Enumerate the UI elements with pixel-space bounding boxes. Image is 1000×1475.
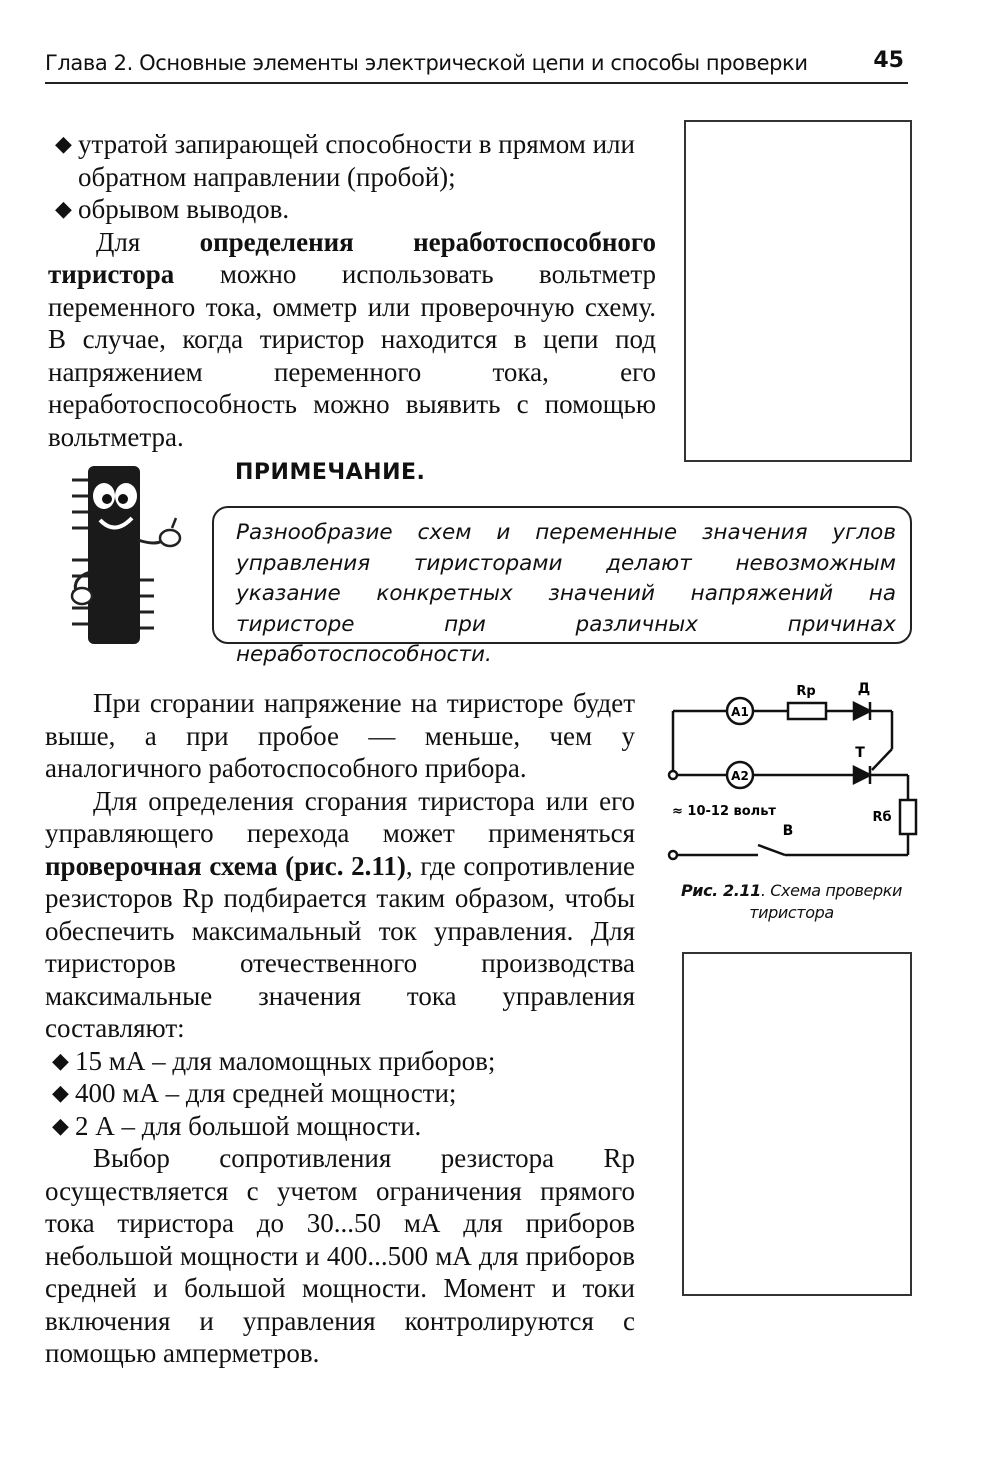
resistor-rb-label: Rб [872, 810, 892, 825]
note-text: Разнообразие схем и переменные значения углов управления тиристорами делают невозможным указание конкретных значений напряжений на тиристоре при различных причинах неработоспособности. [236, 520, 896, 667]
list-item: ◆ 400 мА – для средней мощности; [52, 1078, 457, 1108]
image-frame-top [684, 120, 912, 462]
note-box [212, 506, 912, 667]
bold-term: проверочная схема (рис. 2.11) [45, 850, 406, 881]
top-text-block [48, 128, 656, 453]
bold-term: определения неработоспособного тиристора [48, 226, 656, 289]
list-item: ◆ обрывом выводов. [55, 194, 290, 224]
chip-mascot-icon [60, 460, 190, 650]
switch-label: В [782, 823, 794, 839]
thyristor-label: Т [855, 745, 865, 761]
resistor-rb [900, 800, 916, 834]
resistor-rp [788, 703, 826, 719]
bullet-icon: ◆ [55, 131, 72, 156]
voltage-label: ≈ 10-12 вольт [672, 804, 776, 819]
list-item: ◆ утратой запирающей способности в прямом или обратном направлении (пробой); [55, 129, 635, 192]
image-frame-bottom [682, 952, 912, 1296]
list-item: ◆ 2 А – для большой мощности. [52, 1110, 422, 1141]
page-number: 45 [873, 48, 904, 73]
ammeter-a2-label: A2 [731, 769, 749, 783]
switch-v [758, 845, 785, 855]
paragraph: При сгорании напряжение на тиристоре будет выше, а при пробое — меньше, чем у аналогичного работоспособного прибора. [45, 688, 635, 783]
list-item: ◆ 15 мА – для маломощных приборов; [52, 1045, 496, 1076]
paragraph: Для определения сгорания тиристора или его управляющего перехода может применяться проверочная схема (рис. 2.11), где сопротивление резисторов Rp подбирается таким образом, чтобы обеспечить максимальный ток управления. Для тиристоров отечественного производства максимальные значения тока управления составляют: [45, 785, 635, 1043]
current-list [45, 1045, 635, 1143]
bullet-icon: ◆ [52, 1080, 69, 1105]
resistor-rp-label: Rp [796, 684, 816, 699]
thyristor-t [854, 767, 870, 783]
paragraph: Выбор сопротивления резистора Rp осуществляется с учетом ограничения прямого тока тиристора до 30...50 мА для приборов небольшой мощности и 400...500 мА для приборов средней и большой мощности. Момент и токи включения и управления контролируются с помощью амперметров. [45, 1143, 635, 1368]
running-header [45, 48, 908, 84]
fault-list [48, 128, 656, 226]
diode-d [854, 703, 870, 719]
bullet-icon: ◆ [52, 1112, 69, 1138]
lower-text-block [45, 687, 635, 1370]
ammeter-a1-label: A1 [731, 705, 749, 719]
paragraph: Для определения неработоспособного тиристора можно использовать вольтметр переменного тока, омметр или проверочную схему. В случае, когда тиристор находится в цепи под напряжением переменного тока, его неработоспособность можно выявить с помощью вольтметра. [48, 226, 656, 452]
figure-caption: Рис. 2.11. Схема проверки тиристора [680, 881, 903, 922]
chapter-title: Глава 2. Основные элементы электрической цепи и способы проверки [45, 51, 808, 75]
diode-label: Д [857, 681, 871, 697]
thyristor-test-circuit [660, 675, 925, 875]
bullet-icon: ◆ [55, 196, 72, 221]
bullet-icon: ◆ [52, 1047, 69, 1073]
note-title: ПРИМЕЧАНИЕ. [235, 460, 426, 485]
